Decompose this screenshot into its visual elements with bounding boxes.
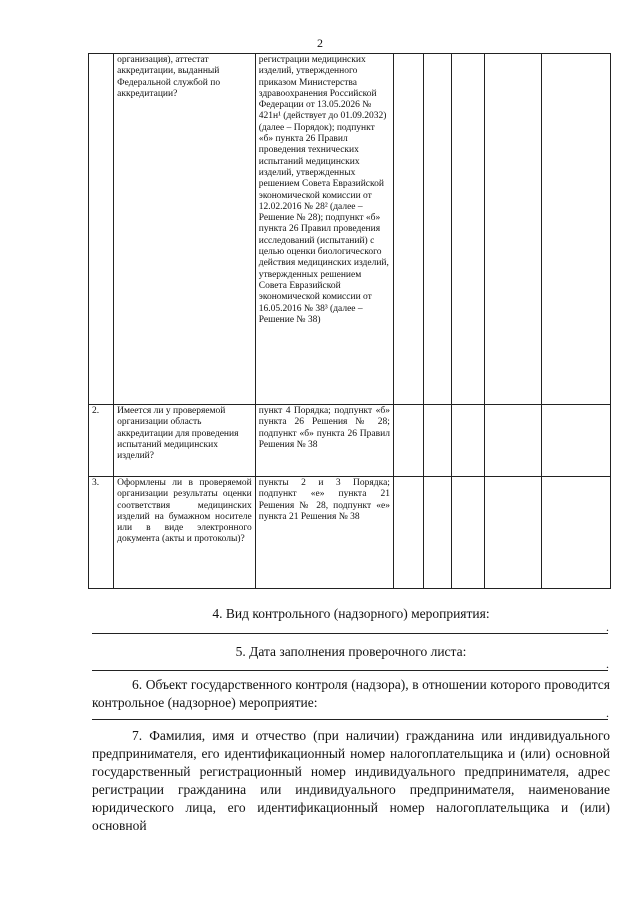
page-number: 2 [317, 36, 323, 50]
answer-cell [423, 477, 452, 589]
item-7-text: 7. Фамилия, имя и отчество (при наличии) гражданина или индивидуального предпринимателя, его идентификационный номер налогоплательщика и (или) основной государственный регистрационный номер индивидуального предпринимателя, адрес регистрации гражданина или индивидуального предпринимателя, наименование юридического лица, его идентификационный номер налогоплательщика и (или) основной [92, 728, 610, 833]
answer-cell [485, 54, 542, 405]
answer-cell [542, 477, 611, 589]
answer-cell [393, 54, 423, 405]
row-question: организация), аттестат аккредитации, выданный Федеральной службой по аккредитации? [114, 54, 256, 405]
row-number [89, 54, 114, 405]
row-question: Имеется ли у проверяемой организации область аккредитации для проведения испытаний медицинских изделий? [114, 405, 256, 477]
answer-cell [485, 477, 542, 589]
checklist-table [88, 53, 611, 589]
answer-cell [542, 54, 611, 405]
answer-cell [452, 54, 485, 405]
answer-cell [423, 405, 452, 477]
item-4-dot: . [606, 620, 609, 634]
item-4-fill-line[interactable] [92, 633, 608, 634]
row-reference: пункт 4 Порядка; подпункт «б» пункта 26 Решения № 28; подпункт «б» пункта 26 Правил Решения № 38 [255, 405, 393, 477]
answer-cell [393, 477, 423, 589]
row-number: 2. [89, 405, 114, 477]
item-6-dot: . [606, 706, 609, 720]
item-6-fill-line[interactable] [92, 719, 608, 720]
answer-cell [452, 405, 485, 477]
item-5-fill-line[interactable] [92, 670, 608, 671]
answer-cell [485, 405, 542, 477]
row-reference: пункты 2 и 3 Порядка; подпункт «е» пункта 21 Решения № 28, подпункт «е» пункта 21 Решения № 38 [255, 477, 393, 589]
answer-cell [452, 477, 485, 589]
row-question: Оформлены ли в проверяемой организации результаты оценки соответствия медицинских изделий на бумажном носителе или в виде электронного документа (акты и протоколы)? [114, 477, 256, 589]
table-row [89, 54, 611, 405]
item-5-label: 5. Дата заполнения проверочного листа: [235, 644, 467, 659]
item-6-label: 6. Объект государственного контроля (надзора), в отношении которого проводится контрольное (надзорное) мероприятие: [92, 677, 610, 710]
answer-cell [423, 54, 452, 405]
table-row [89, 405, 611, 477]
item-5-dot: . [606, 657, 609, 671]
answer-cell [393, 405, 423, 477]
row-reference: регистрации медицинских изделий, утвержденного приказом Министерства здравоохранения Российской Федерации от 13.05.2026 № 421н¹ (действует до 01.09.2032) (далее – Порядок); подпункт «б» пункта 26 Правил проведения технических испытаний медицинских изделий, утвержденных решением Совета Евразийской экономической комиссии от 12.02.2016 № 28² (далее – Решение № 28); подпункт «б» пункта 26 Правил проведения исследований (испытаний) с целью оценки биологического действия медицинских изделий, утвержденных решением Совета Евразийской экономической комиссии от 16.05.2016 № 38³ (далее – Решение № 38) [255, 54, 393, 405]
item-4-label: 4. Вид контрольного (надзорного) мероприятия: [212, 606, 490, 621]
table-row [89, 477, 611, 589]
row-number: 3. [89, 477, 114, 589]
answer-cell [542, 405, 611, 477]
